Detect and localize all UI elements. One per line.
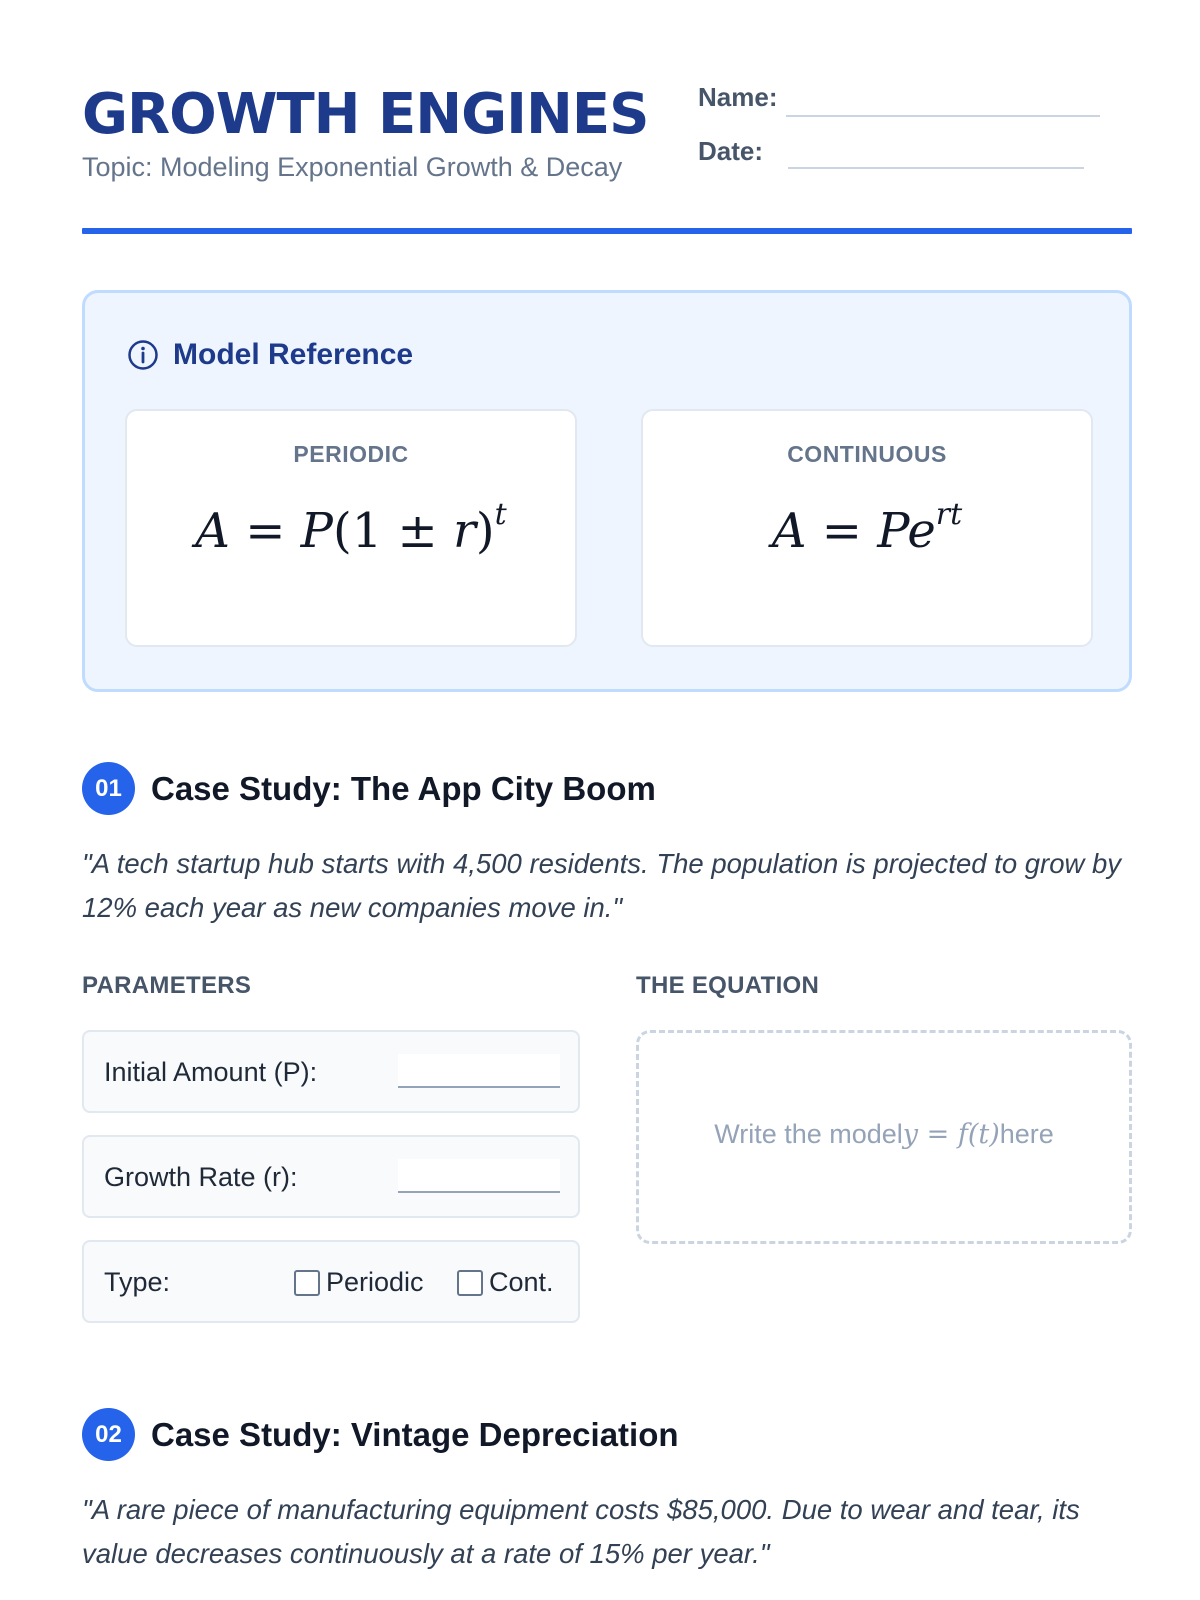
equation-label: THE EQUATION (636, 972, 820, 999)
growth-rate-label: Growth Rate (r): (104, 1162, 298, 1192)
growth-rate-input[interactable] (398, 1159, 560, 1193)
periodic-checkbox[interactable] (294, 1270, 320, 1296)
date-label: Date: (698, 136, 764, 166)
type-label: Type: (104, 1267, 171, 1297)
initial-amount-row (82, 1030, 580, 1113)
case-study-2-title: Case Study: Vintage Depreciation (151, 1415, 679, 1453)
case-number-badge: 01 (82, 762, 135, 815)
name-field[interactable] (786, 115, 1100, 117)
case-study-1-title: Case Study: The App City Boom (151, 769, 656, 807)
equation-answer-box[interactable] (636, 1030, 1132, 1244)
continuous-option[interactable] (457, 1267, 554, 1298)
periodic-formula: $A = P(1 \pm r)^t$ (195, 497, 507, 559)
continuous-option-label: Cont. (489, 1267, 554, 1297)
continuous-label: CONTINUOUS (787, 441, 947, 467)
case-study-1-text: "A tech startup hub starts with 4,500 residents. The population is projected to grow by 12% each year as new companies move in." (82, 848, 1122, 923)
continuous-checkbox[interactable] (457, 1270, 483, 1296)
date-field[interactable] (788, 167, 1084, 169)
topic-subtitle: Topic: Modeling Exponential Growth & Decay (82, 152, 623, 182)
continuous-formula: $A = Pe^{rt}$ (771, 497, 963, 559)
case-study-2-header (82, 1408, 679, 1461)
growth-rate-row (82, 1135, 580, 1218)
model-reference-title: Model Reference (173, 338, 414, 371)
page-title: GROWTH ENGINES (82, 82, 649, 147)
equation-placeholder: Write the modely = f(t)here (714, 1119, 1054, 1150)
model-reference-panel (82, 290, 1132, 692)
initial-amount-input[interactable] (398, 1054, 560, 1088)
name-label: Name: (698, 82, 778, 112)
periodic-option-label: Periodic (326, 1267, 424, 1297)
parameters-label: PARAMETERS (82, 972, 252, 999)
periodic-label: PERIODIC (293, 441, 409, 467)
continuous-formula-card (641, 409, 1093, 647)
periodic-option[interactable] (294, 1267, 424, 1298)
case-study-2-text: "A rare piece of manufacturing equipment costs $85,000. Due to wear and tear, its value decreases continuously at a rate of 15% per year." (82, 1494, 1080, 1569)
case-study-1-header (82, 762, 656, 815)
header-divider (82, 228, 1132, 234)
case-number-badge: 02 (82, 1408, 135, 1461)
worksheet-header (82, 82, 1132, 242)
initial-amount-label: Initial Amount (P): (104, 1057, 318, 1087)
info-icon (127, 339, 159, 371)
type-row (82, 1240, 580, 1323)
periodic-formula-card (125, 409, 577, 647)
model-reference-header (127, 338, 413, 372)
